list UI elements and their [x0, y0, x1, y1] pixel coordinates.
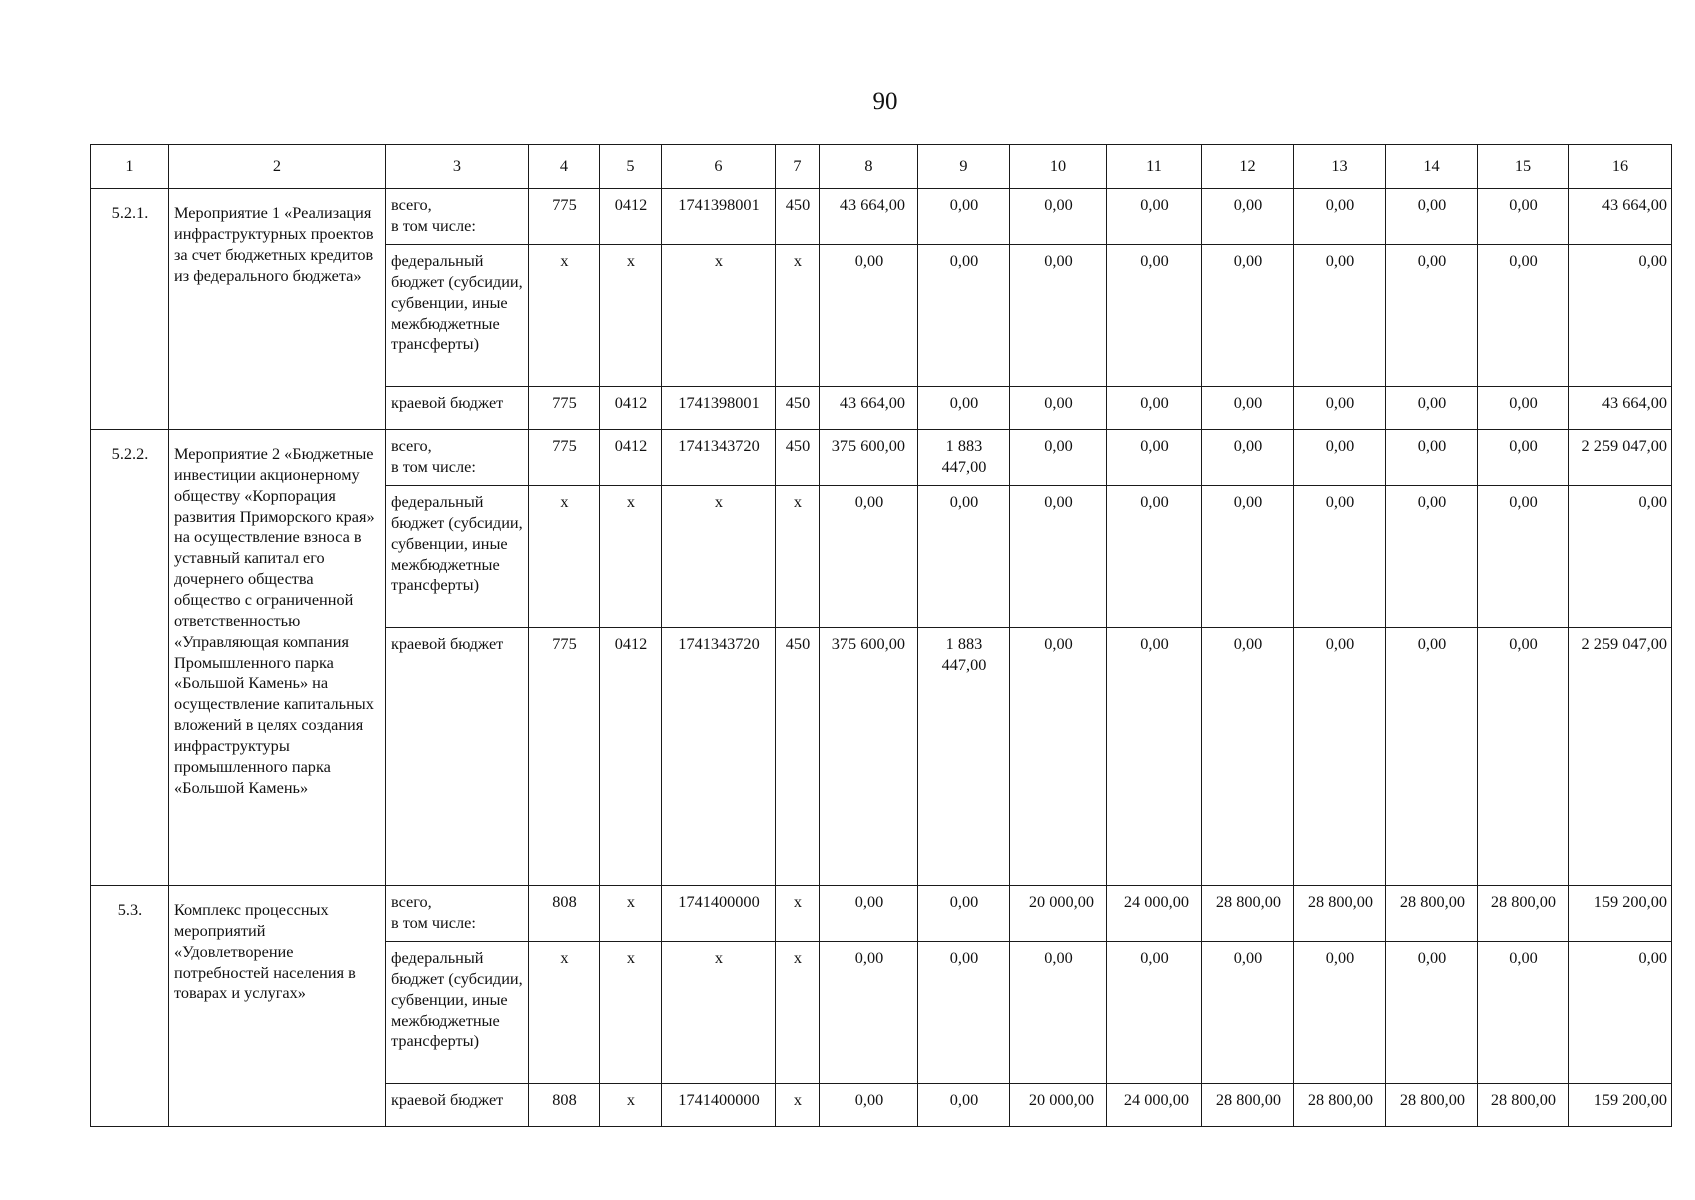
column-4-value: х	[529, 486, 600, 628]
row-code: 5.2.1.	[91, 189, 169, 430]
amount-cell-col-11: 0,00	[1107, 245, 1202, 387]
amount-cell-col-9: 0,00	[918, 387, 1010, 430]
column-6-value: 1741398001	[662, 387, 776, 430]
column-7-value: 450	[776, 189, 820, 245]
amount-cell-col-15: 0,00	[1478, 430, 1569, 486]
table-row	[91, 886, 1672, 942]
amount-cell-col-12: 0,00	[1202, 245, 1294, 387]
column-5-value: 0412	[600, 387, 662, 430]
amount-cell-col-11: 0,00	[1107, 628, 1202, 886]
amount-cell-col-14: 0,00	[1386, 189, 1478, 245]
amount-cell-col-8: 0,00	[820, 942, 918, 1084]
amount-cell-col-9: 0,00	[918, 189, 1010, 245]
amount-cell-col-15: 0,00	[1478, 189, 1569, 245]
table-row	[91, 430, 1672, 486]
amount-cell-col-11: 0,00	[1107, 387, 1202, 430]
amount-cell-col-11: 24 000,00	[1107, 1084, 1202, 1127]
amount-cell-col-15: 0,00	[1478, 245, 1569, 387]
column-5-value: х	[600, 486, 662, 628]
amount-cell-col-11: 0,00	[1107, 486, 1202, 628]
funding-source: краевой бюджет	[386, 628, 529, 886]
column-4-value: 775	[529, 189, 600, 245]
amount-cell-col-14: 0,00	[1386, 942, 1478, 1084]
table-row	[91, 189, 1672, 245]
amount-cell-col-12: 0,00	[1202, 628, 1294, 886]
header-cell-1: 1	[91, 145, 169, 189]
amount-cell-col-9: 1 883 447,00	[918, 628, 1010, 886]
header-cell-4: 4	[529, 145, 600, 189]
header-cell-7: 7	[776, 145, 820, 189]
amount-cell-col-13: 0,00	[1294, 628, 1386, 886]
funding-source: федеральный бюджет (субсидии, субвенции, иные межбюджетные трансферты)	[386, 942, 529, 1084]
column-7-value: х	[776, 245, 820, 387]
column-7-value: х	[776, 942, 820, 1084]
amount-cell-col-13: 28 800,00	[1294, 886, 1386, 942]
amount-cell-col-13: 0,00	[1294, 942, 1386, 1084]
column-6-value: х	[662, 486, 776, 628]
amount-cell-col-16: 43 664,00	[1569, 387, 1672, 430]
amount-cell-col-13: 0,00	[1294, 387, 1386, 430]
amount-cell-col-14: 0,00	[1386, 387, 1478, 430]
column-5-value: х	[600, 886, 662, 942]
row-name: Мероприятие 1 «Реализация инфраструктурных проектов за счет бюджетных кредитов из федерального бюджета»	[169, 189, 386, 430]
amount-cell-col-8: 0,00	[820, 886, 918, 942]
header-cell-6: 6	[662, 145, 776, 189]
row-code: 5.2.2.	[91, 430, 169, 886]
column-7-value: х	[776, 886, 820, 942]
funding-source: краевой бюджет	[386, 387, 529, 430]
funding-source: всего, в том числе:	[386, 189, 529, 245]
amount-cell-col-10: 20 000,00	[1010, 886, 1107, 942]
page-number: 90	[872, 88, 898, 115]
column-6-value: х	[662, 245, 776, 387]
column-6-value: 1741343720	[662, 628, 776, 886]
column-6-value: 1741400000	[662, 1084, 776, 1127]
header-cell-5: 5	[600, 145, 662, 189]
header-cell-10: 10	[1010, 145, 1107, 189]
column-5-value: 0412	[600, 189, 662, 245]
amount-cell-col-14: 0,00	[1386, 245, 1478, 387]
amount-cell-col-10: 0,00	[1010, 189, 1107, 245]
amount-cell-col-9: 0,00	[918, 942, 1010, 1084]
column-6-value: х	[662, 942, 776, 1084]
amount-cell-col-12: 28 800,00	[1202, 886, 1294, 942]
amount-cell-col-8: 375 600,00	[820, 430, 918, 486]
amount-cell-col-15: 0,00	[1478, 942, 1569, 1084]
column-4-value: 775	[529, 387, 600, 430]
header-cell-15: 15	[1478, 145, 1569, 189]
amount-cell-col-12: 0,00	[1202, 942, 1294, 1084]
amount-cell-col-8: 43 664,00	[820, 189, 918, 245]
amount-cell-col-12: 28 800,00	[1202, 1084, 1294, 1127]
amount-cell-col-11: 0,00	[1107, 189, 1202, 245]
column-4-value: х	[529, 245, 600, 387]
amount-cell-col-10: 0,00	[1010, 486, 1107, 628]
amount-cell-col-8: 0,00	[820, 1084, 918, 1127]
amount-cell-col-9: 0,00	[918, 245, 1010, 387]
amount-cell-col-12: 0,00	[1202, 486, 1294, 628]
amount-cell-col-14: 0,00	[1386, 486, 1478, 628]
amount-cell-col-14: 0,00	[1386, 628, 1478, 886]
amount-cell-col-10: 0,00	[1010, 628, 1107, 886]
amount-cell-col-13: 0,00	[1294, 245, 1386, 387]
row-name: Комплекс процессных мероприятий «Удовлетворение потребностей населения в товарах и услугах»	[169, 886, 386, 1127]
amount-cell-col-11: 0,00	[1107, 430, 1202, 486]
amount-cell-col-12: 0,00	[1202, 430, 1294, 486]
column-4-value: 808	[529, 1084, 600, 1127]
header-cell-16: 16	[1569, 145, 1672, 189]
amount-cell-col-10: 20 000,00	[1010, 1084, 1107, 1127]
amount-cell-col-13: 0,00	[1294, 486, 1386, 628]
column-5-value: 0412	[600, 430, 662, 486]
amount-cell-col-14: 0,00	[1386, 430, 1478, 486]
table-body	[91, 145, 1672, 1127]
amount-cell-col-16: 0,00	[1569, 486, 1672, 628]
budget-table	[90, 144, 1672, 1127]
header-cell-8: 8	[820, 145, 918, 189]
header-cell-3: 3	[386, 145, 529, 189]
header-cell-12: 12	[1202, 145, 1294, 189]
amount-cell-col-9: 0,00	[918, 1084, 1010, 1127]
amount-cell-col-15: 0,00	[1478, 387, 1569, 430]
row-code: 5.3.	[91, 886, 169, 1127]
amount-cell-col-8: 375 600,00	[820, 628, 918, 886]
column-4-value: 808	[529, 886, 600, 942]
funding-source: федеральный бюджет (субсидии, субвенции, иные межбюджетные трансферты)	[386, 486, 529, 628]
row-name: Мероприятие 2 «Бюджетные инвестиции акционерному обществу «Корпорация развития Приморского края» на осуществление взноса в уставный капитал его дочернего общества общество с ограниченной ответственностью «Управляющая компания Промышленного парка «Большой Камень» на осуществление капитальных вложений в целях создания инфраструктуры промышленного парка «Большой Камень»	[169, 430, 386, 886]
column-5-value: х	[600, 245, 662, 387]
funding-source: всего, в том числе:	[386, 430, 529, 486]
amount-cell-col-13: 0,00	[1294, 430, 1386, 486]
amount-cell-col-12: 0,00	[1202, 189, 1294, 245]
amount-cell-col-14: 28 800,00	[1386, 886, 1478, 942]
amount-cell-col-15: 28 800,00	[1478, 886, 1569, 942]
amount-cell-col-15: 0,00	[1478, 486, 1569, 628]
amount-cell-col-10: 0,00	[1010, 387, 1107, 430]
column-6-value: 1741343720	[662, 430, 776, 486]
amount-cell-col-14: 28 800,00	[1386, 1084, 1478, 1127]
amount-cell-col-16: 159 200,00	[1569, 1084, 1672, 1127]
amount-cell-col-12: 0,00	[1202, 387, 1294, 430]
funding-source: федеральный бюджет (субсидии, субвенции, иные межбюджетные трансферты)	[386, 245, 529, 387]
amount-cell-col-11: 24 000,00	[1107, 886, 1202, 942]
funding-source: всего, в том числе:	[386, 886, 529, 942]
column-5-value: х	[600, 1084, 662, 1127]
amount-cell-col-9: 1 883 447,00	[918, 430, 1010, 486]
header-cell-13: 13	[1294, 145, 1386, 189]
amount-cell-col-16: 43 664,00	[1569, 189, 1672, 245]
column-4-value: 775	[529, 628, 600, 886]
header-cell-11: 11	[1107, 145, 1202, 189]
column-7-value: 450	[776, 628, 820, 886]
header-row	[91, 145, 1672, 189]
amount-cell-col-9: 0,00	[918, 886, 1010, 942]
column-7-value: х	[776, 1084, 820, 1127]
amount-cell-col-10: 0,00	[1010, 245, 1107, 387]
column-6-value: 1741400000	[662, 886, 776, 942]
amount-cell-col-13: 0,00	[1294, 189, 1386, 245]
column-6-value: 1741398001	[662, 189, 776, 245]
amount-cell-col-8: 0,00	[820, 245, 918, 387]
amount-cell-col-16: 0,00	[1569, 245, 1672, 387]
amount-cell-col-10: 0,00	[1010, 430, 1107, 486]
amount-cell-col-8: 43 664,00	[820, 387, 918, 430]
column-7-value: 450	[776, 430, 820, 486]
amount-cell-col-16: 2 259 047,00	[1569, 430, 1672, 486]
amount-cell-col-16: 159 200,00	[1569, 886, 1672, 942]
column-5-value: 0412	[600, 628, 662, 886]
amount-cell-col-15: 0,00	[1478, 628, 1569, 886]
column-7-value: 450	[776, 387, 820, 430]
amount-cell-col-16: 0,00	[1569, 942, 1672, 1084]
header-cell-2: 2	[169, 145, 386, 189]
column-4-value: 775	[529, 430, 600, 486]
header-cell-9: 9	[918, 145, 1010, 189]
amount-cell-col-8: 0,00	[820, 486, 918, 628]
amount-cell-col-10: 0,00	[1010, 942, 1107, 1084]
amount-cell-col-9: 0,00	[918, 486, 1010, 628]
column-4-value: х	[529, 942, 600, 1084]
amount-cell-col-15: 28 800,00	[1478, 1084, 1569, 1127]
amount-cell-col-11: 0,00	[1107, 942, 1202, 1084]
column-5-value: х	[600, 942, 662, 1084]
amount-cell-col-16: 2 259 047,00	[1569, 628, 1672, 886]
column-7-value: х	[776, 486, 820, 628]
amount-cell-col-13: 28 800,00	[1294, 1084, 1386, 1127]
header-cell-14: 14	[1386, 145, 1478, 189]
funding-source: краевой бюджет	[386, 1084, 529, 1127]
